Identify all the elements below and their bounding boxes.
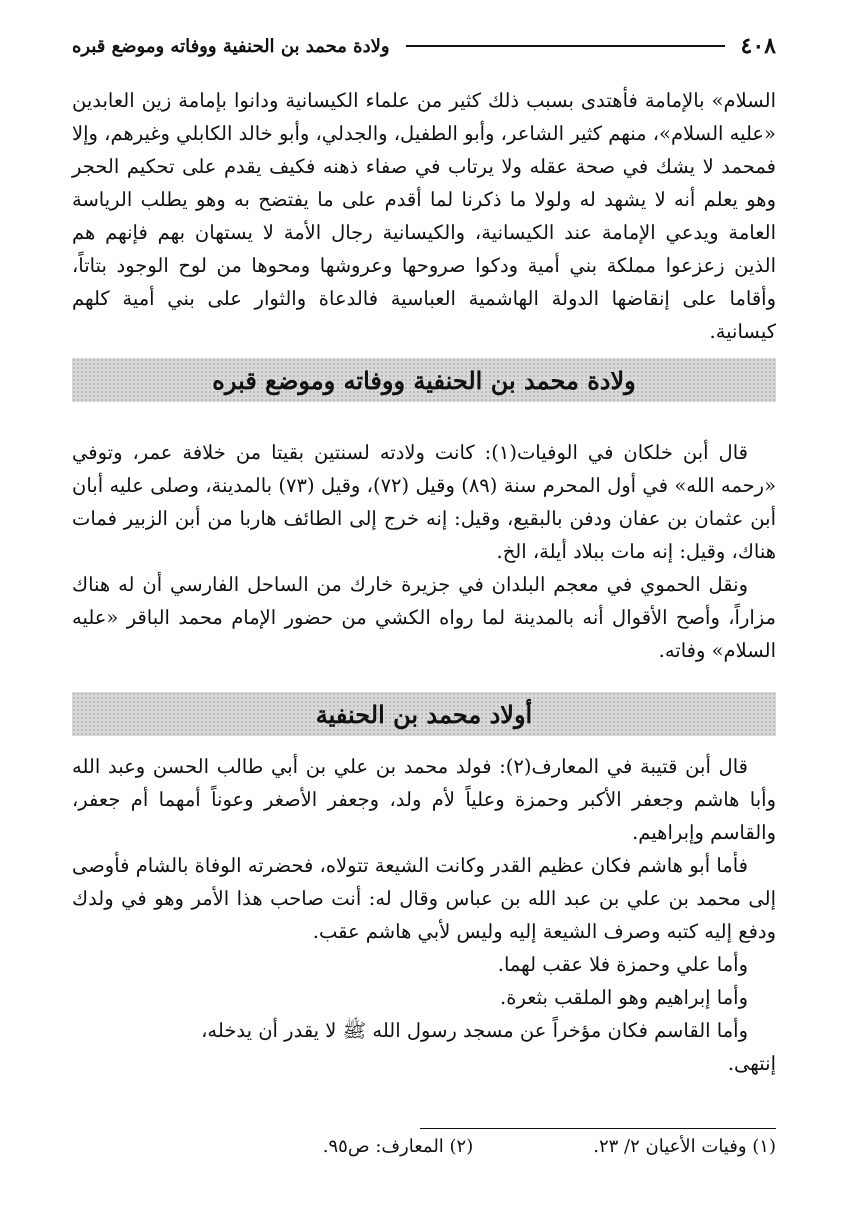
section-heading-children: أولاد محمد بن الحنفية bbox=[72, 692, 776, 736]
section2-paragraph-4: وأما إبراهيم وهو الملقب بثعرة. bbox=[500, 986, 748, 1009]
section1-text-block bbox=[72, 436, 776, 667]
running-title: ولادة محمد بن الحنفية ووفاته وموضع قبره bbox=[72, 35, 390, 57]
footnotes bbox=[72, 1136, 776, 1157]
section2-paragraph-3: وأما علي وحمزة فلا عقب لهما. bbox=[497, 953, 748, 976]
section2-paragraph-2: فأما أبو هاشم فكان عظيم القدر وكانت الشيعة تتولاه، فحضرته الوفاة بالشام فأوصى إلى محمد بن علي بن عبد الله بن عباس وقال له: أنت صاحب هذا الأمر وهو في ولدك ودفع إليه كتبه وصرف الشيعة إليه وليس لأبي هاشم عقب. bbox=[72, 854, 776, 943]
section1-paragraph-2: ونقل الحموي في معجم البلدان في جزيرة خارك من الساحل الفارسي أن له هناك مزاراً، وأصح الأقوال أنه بالمدينة لما رواه الكشي من حضور الإمام محمد الباقر «عليه السلام» وفاته. bbox=[72, 573, 776, 662]
section-heading-birth-death: ولادة محمد بن الحنفية ووفاته وموضع قبره bbox=[72, 358, 776, 402]
footnote-rule bbox=[420, 1128, 776, 1129]
section2-text-block bbox=[72, 750, 776, 1080]
footnote-1: (١) وفيات الأعيان ٢/ ٢٣. bbox=[593, 1136, 776, 1157]
page-number: ٤٠٨ bbox=[740, 33, 776, 59]
section2-paragraph-6: إنتهى. bbox=[727, 1052, 776, 1075]
section1-paragraph-1: قال أبن خلكان في الوفيات(١): كانت ولادته لسنتين بقيتا من خلافة عمر، وتوفي «رحمه الله» في أول المحرم سنة (٨٩) وقيل (٧٢)، وقيل (٧٣) بالمدينة، وصلى عليه أبان أبن عثمان بن عفان ودفن بالبقيع، وقيل: إنه خرج إلى الطائف هاربا من أبن الزبير فمات هناك، وقيل: إنه مات ببلاد أيلة، الخ. bbox=[72, 441, 777, 563]
intro-text-block bbox=[72, 84, 776, 348]
page-header bbox=[72, 28, 776, 64]
section2-paragraph-5: وأما القاسم فكان مؤخراً عن مسجد رسول الله ﷺ لا يقدر أن يدخله، bbox=[201, 1019, 748, 1042]
intro-paragraph: السلام» بالإمامة فأهتدى بسبب ذلك كثير من علماء الكيسانية ودانوا بإمامة زين العابدين «عليه السلام»، منهم كثير الشاعر، وأبو الطفيل، والجدلي، وأبو خالد الكابلي وغيرهم، وإلا فمحمد لا يشك في صحة عقله ولا يرتاب في صفاء ذهنه فكيف يقدم على تحكيم الحجر وهو يعلم أنه لا يشهد له ولولا ما ذكرنا لما أقدم على ما يفتضح به وهو يطلب الرياسة العامة ويدعي الإمامة عند الكيسانية، والكيسانية رجال الأمة لا يستهان بهم فإنهم هم الذين زعزعوا مملكة بني أمية ودكوا صروحها وعروشها ومحوها من لوح الوجود بتاتاً، وأقاما على إنقاضها الدولة الهاشمية العباسية فالدعاة والثوار على بني أمية كلهم كيسانية. bbox=[72, 89, 776, 343]
footnote-2: (٢) المعارف: ص٩٥. bbox=[322, 1136, 474, 1157]
header-rule bbox=[406, 45, 725, 47]
section2-paragraph-1: قال أبن قتيبة في المعارف(٢): فولد محمد بن علي بن أبي طالب الحسن وعبد الله وأبا هاشم وجعفر الأكبر وحمزة وعلياً لأم ولد، وجعفر الأصغر وعوناً أمهما أم جعفر، والقاسم وإبراهيم. bbox=[72, 755, 776, 844]
